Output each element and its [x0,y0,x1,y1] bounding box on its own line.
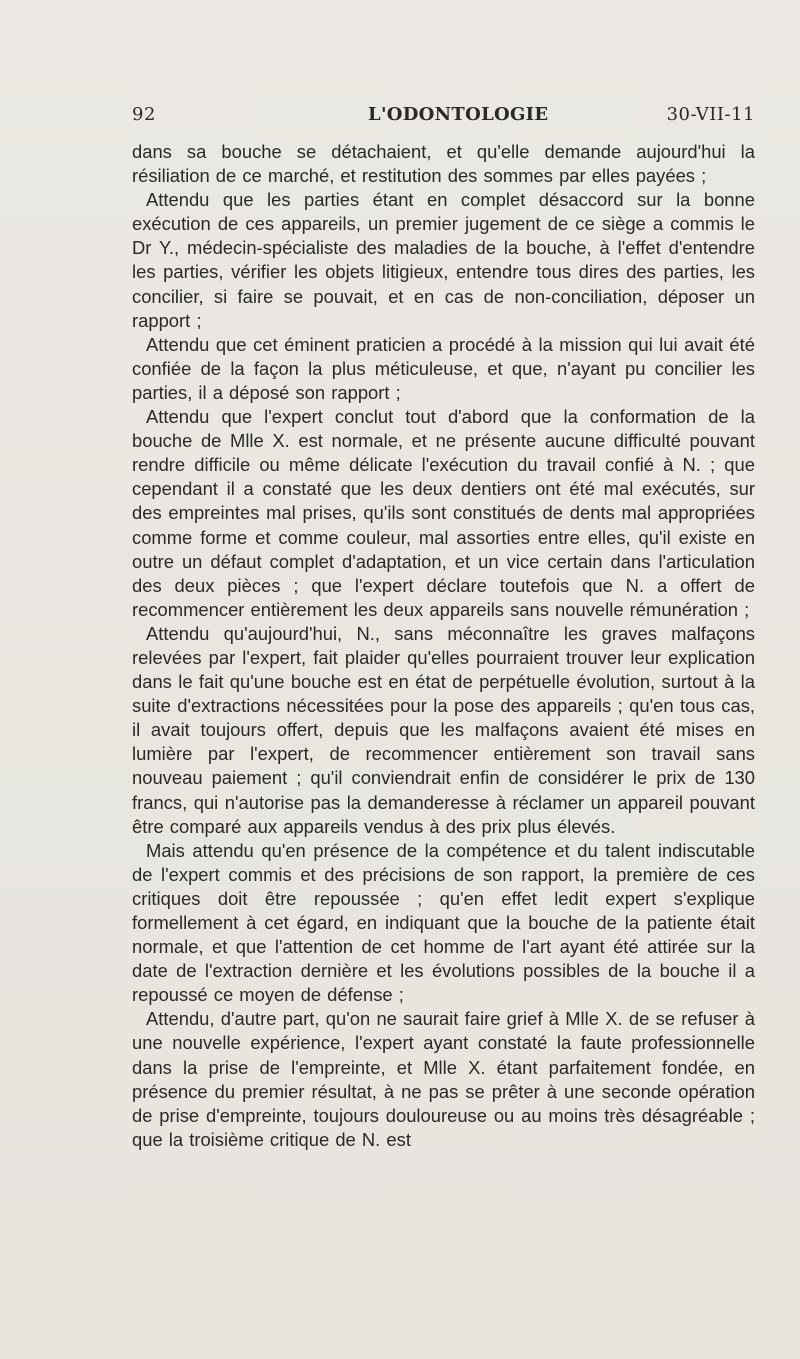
journal-title: L'ODONTOLOGIE [368,104,549,125]
paragraph: Attendu qu'aujourd'hui, N., sans méconnaître les graves malfaçons relevées par l'expert, fait plaider qu'elles pourraient trouver leur explication dans le fait qu'une bouche est en état de perpétuelle évolution, surtout à la suite d'extractions nécessitées pour la pose des appareils ; qu'en tous cas, il avait toujours offert, depuis que les malfaçons avaient été mises en lumière par l'expert, de recommencer entièrement son travail sans nouveau paiement ; qu'il conviendrait enfin de considérer le prix de 130 francs, qui n'autorise pas la demanderesse à réclamer un appareil pouvant être comparé aux appareils vendus à des prix plus élevés. [132,622,755,837]
paragraph: dans sa bouche se détachaient, et qu'elle demande aujourd'hui la résiliation de ce marché, et restitution des sommes par elles payées ; [132,141,755,187]
paragraph: Mais attendu qu'en présence de la compétence et du talent indiscutable de l'expert commis et des précisions de son rapport, la première de ces critiques doit être repoussée ; qu'en effet ledit expert s'explique formellement à cet égard, en indiquant que la bouche de la patiente était normale, et que l'attention de cet homme de l'art ayant été attirée sur la date de l'extraction dernière et les évolutions possibles de la bouche il a repoussé ce moyen de défense ; [132,839,755,1006]
issue-date: 30-VII-11 [666,104,755,125]
page-header [132,104,755,128]
body-text [132,140,755,1152]
paragraph: Attendu que l'expert conclut tout d'abord que la conformation de la bouche de Mlle X. est normale, et ne présente aucune difficulté pouvant rendre difficile ou même délicate l'exécution du travail confié à N. ; que cependant il a constaté que les deux dentiers ont été mal exécutés, sur des empreintes mal prises, qu'ils sont constitués de dents mal appropriées comme forme et comme couleur, mal assorties entre elles, qu'il existe en outre un défaut complet d'adaptation, et un vice certain dans l'articulation des deux pièces ; que l'expert déclare toutefois que N. a offert de recommencer entièrement les deux appareils sans nouvelle rémunération ; [132,406,755,620]
paragraph: Attendu, d'autre part, qu'on ne saurait faire grief à Mlle X. de se refuser à une nouvelle expérience, l'expert ayant constaté la faute professionnelle dans la prise de l'empreinte, et Mlle X. étant parfaitement fondée, en présence du premier résultat, à ne pas se prêter à une seconde opération de prise d'empreinte, toujours douloureuse ou au moins très désagréable ; que la troisième critique de N. est [132,1008,755,1150]
paragraph: Attendu que les parties étant en complet désaccord sur la bonne exécution de ces appareils, un premier jugement de ce siège a commis le Dr Y., médecin-spécialiste des maladies de la bouche, à l'effet d'entendre les parties, vérifier les objets litigieux, entendre tous dires des parties, les concilier, si faire se pouvait, et en cas de non-conciliation, déposer un rapport ; [132,189,755,331]
page-number: 92 [132,104,156,125]
paragraph: Attendu que cet éminent praticien a procédé à la mission qui lui avait été confiée de la façon la plus méticuleuse, et que, n'ayant pu concilier les parties, il a déposé son rapport ; [132,333,755,403]
